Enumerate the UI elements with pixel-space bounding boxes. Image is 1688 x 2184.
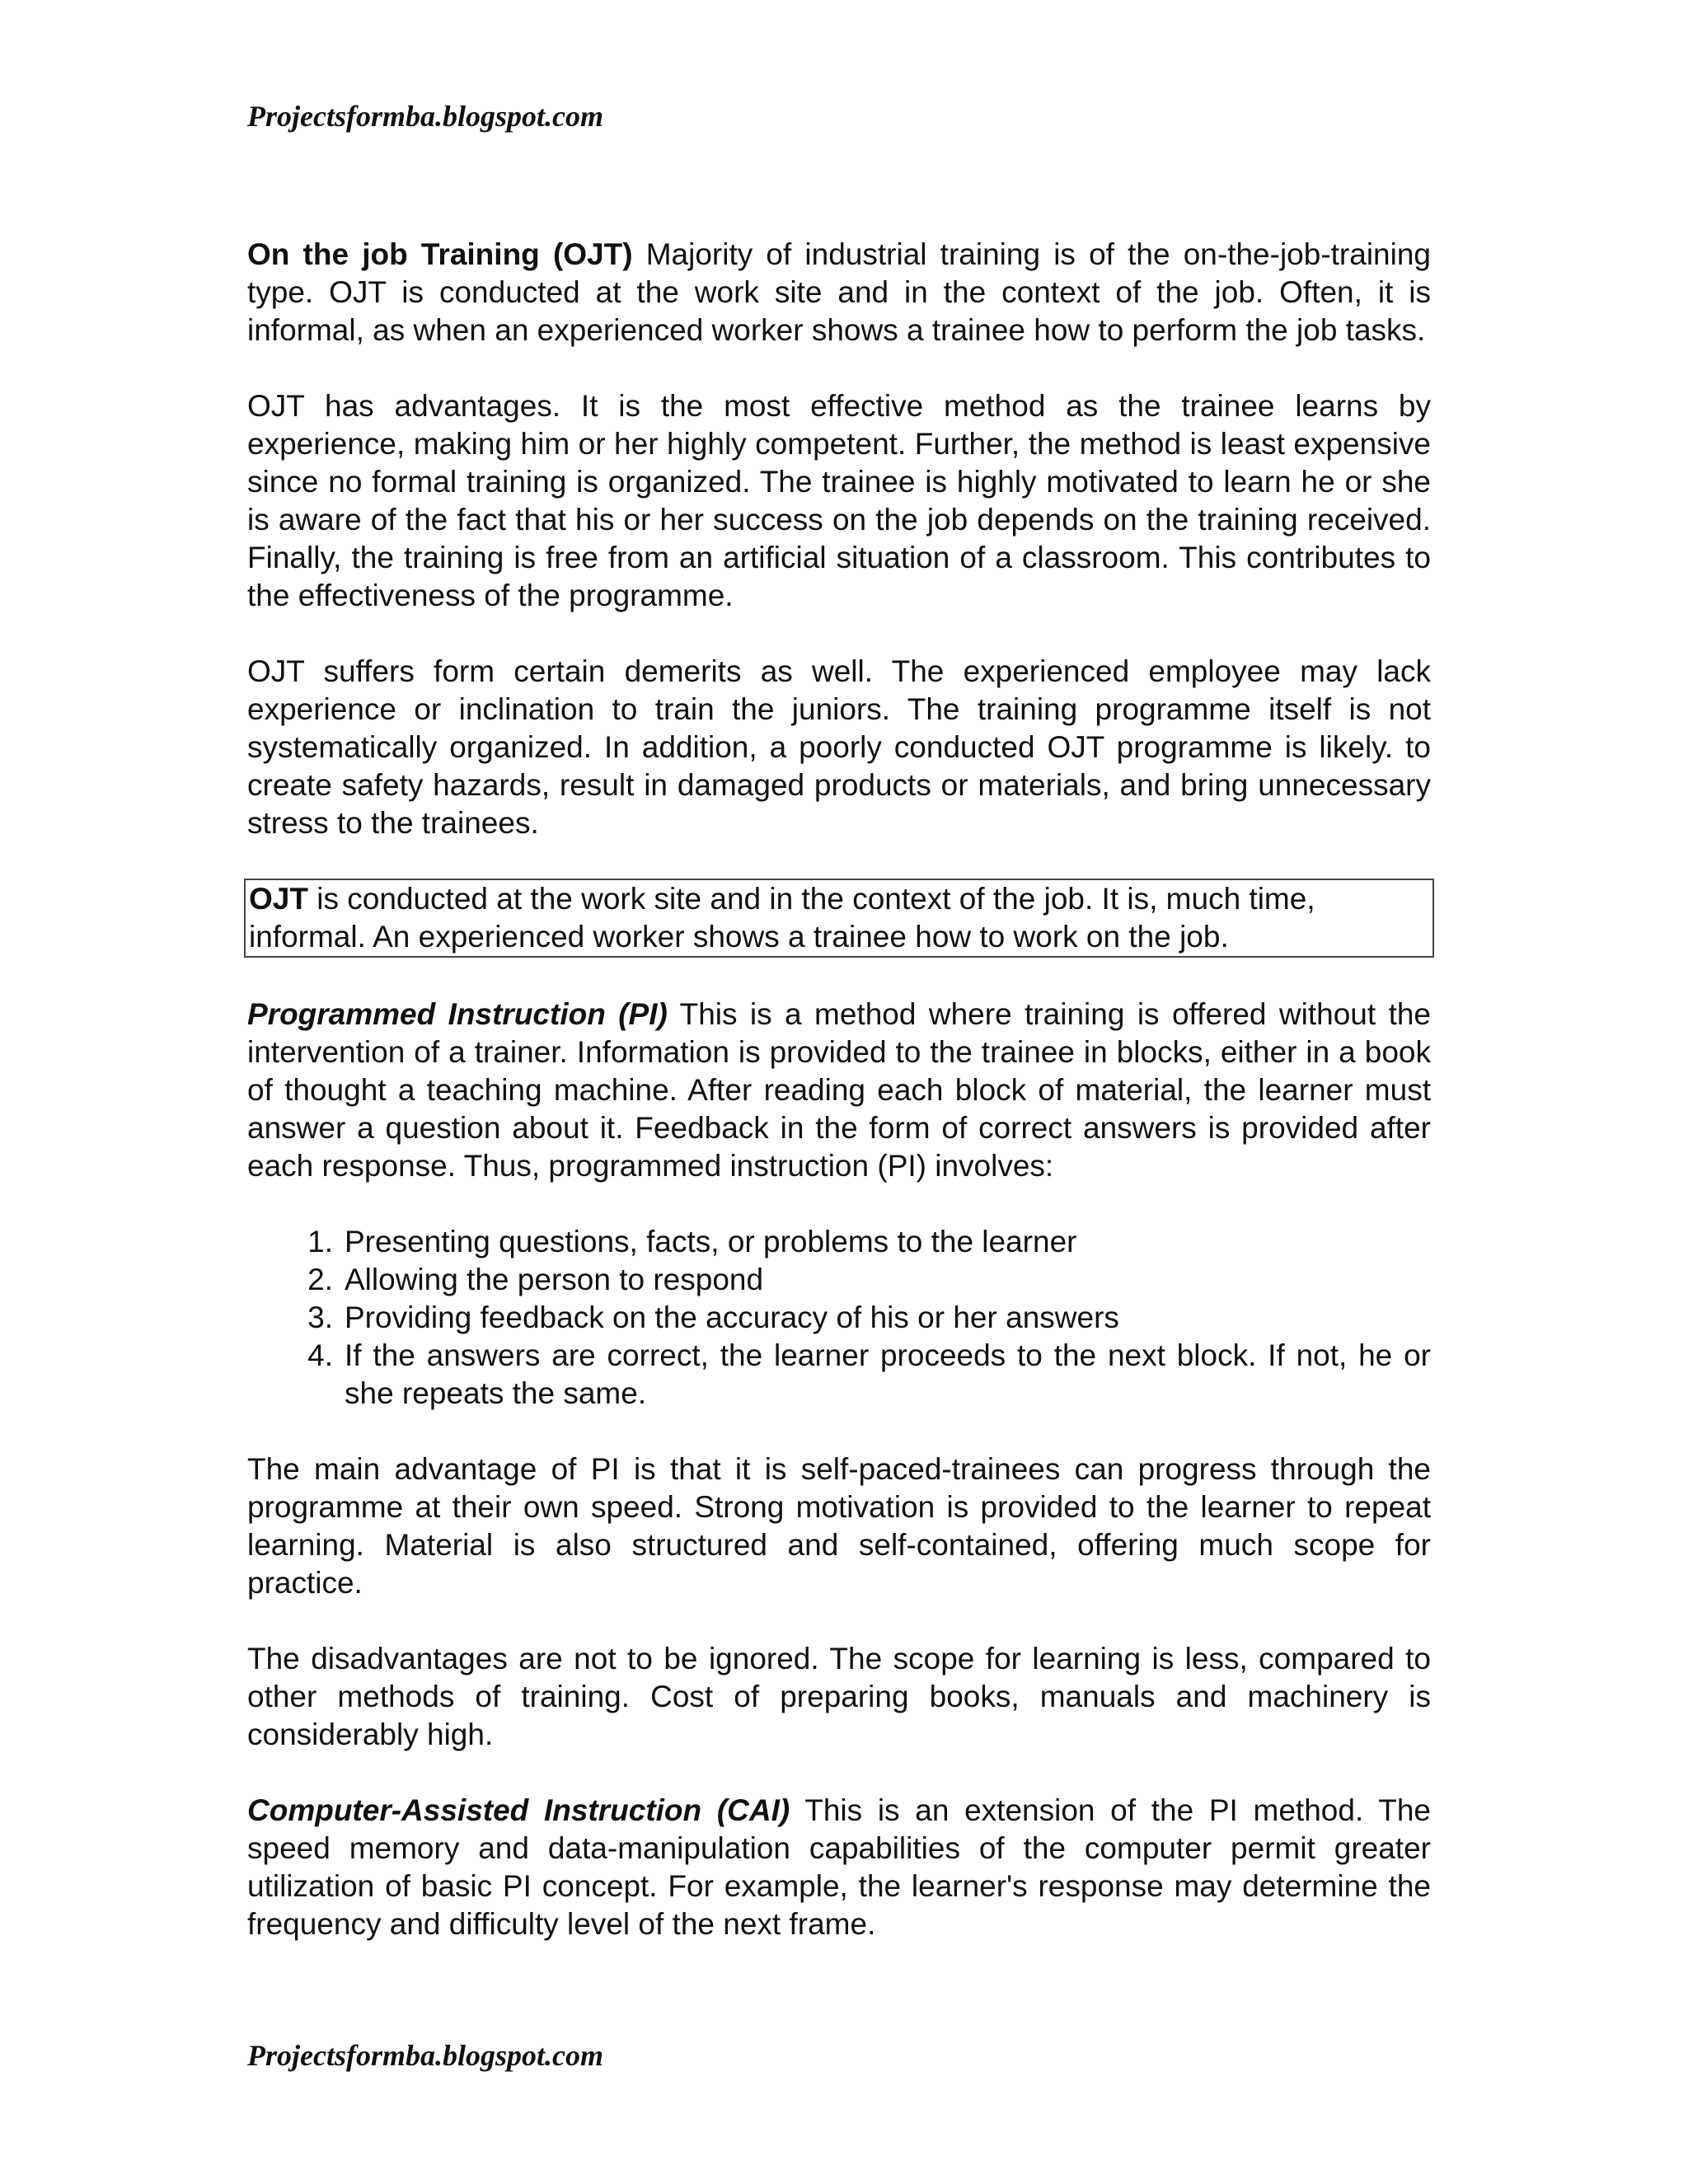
header-site-link[interactable]: Projectsformba.blogspot.com xyxy=(247,100,603,133)
list-item xyxy=(247,1299,1431,1337)
ojt-demerits-paragraph: OJT suffers form certain demerits as well. The experienced employee may lack experience or inclination to train the juniors. The training programme itself is not systematically organized. In addition, a poorly conducted OJT programme is likely. to create safety hazards, result in damaged products or materials, and bring unnecessary stress to the trainees. xyxy=(247,654,1431,840)
ojt-intro-text: Majority of industrial training is of the on-the-job-training type. OJT is conducted at the work site and in the context of the job. Often, it is informal, as when an experienced worker shows a trainee how to perform the job tasks. xyxy=(247,237,1431,347)
list-item xyxy=(247,1223,1431,1261)
ojt-heading: On the job Training (OJT) xyxy=(247,237,633,271)
list-item-number: 4. xyxy=(307,1338,333,1372)
footer-site-link[interactable]: Projectsformba.blogspot.com xyxy=(247,2039,603,2072)
ojt-advantages-paragraph: OJT has advantages. It is the most effective method as the trainee learns by experience, making him or her highly competent. Further, the method is least expensive since no formal training is organized. The trainee is highly motivated to learn he or she is aware of the fact that his or her success on the job depends on the training received. Finally, the training is free from an artificial situation of a classroom. This contributes to the effectiveness of the programme. xyxy=(247,389,1431,612)
pi-heading: Programmed Instruction (PI) xyxy=(247,997,668,1031)
cai-intro-text: This is an extension of the PI method. The speed memory and data-manipulation capabilities of the computer permit greater utilization of basic PI concept. For example, the learner's response may determine the frequency and difficulty level of the next frame. xyxy=(247,1793,1432,1941)
pi-intro-paragraph xyxy=(247,996,1431,1185)
list-item xyxy=(247,1337,1431,1413)
list-item-number: 2. xyxy=(307,1263,333,1296)
pi-steps-list xyxy=(247,1223,1431,1413)
pi-intro-text: This is a method where training is offered without the intervention of a trainer. Information is provided to the trainee in blocks, either in a book of thought a teaching machine. After reading each block of material, the learner must answer a question about it. Feedback in the form of correct answers is provided after each response. Thus, programmed instruction (PI) involves: xyxy=(247,997,1431,1183)
pi-advantage-paragraph: The main advantage of PI is that it is self-paced-trainees can progress through the programme at their own speed. Strong motivation is provided to the learner to repeat learning. Material is also structured and self-contained, offering much scope for practice. xyxy=(247,1452,1431,1600)
ojt-summary-text: is conducted at the work site and in the context of the job. It is, much time, informal. An experienced worker shows a trainee how to work on the job. xyxy=(249,882,1315,954)
list-item-number: 3. xyxy=(307,1301,333,1334)
document-body xyxy=(247,236,1431,1981)
ojt-intro-paragraph xyxy=(247,236,1431,349)
cai-paragraph xyxy=(247,1792,1431,1943)
list-item xyxy=(247,1261,1431,1299)
ojt-summary-box xyxy=(244,879,1434,958)
list-item-text: Providing feedback on the accuracy of his or her answers xyxy=(345,1301,1119,1334)
ojt-summary-bold: OJT xyxy=(249,882,308,916)
list-item-number: 1. xyxy=(307,1225,333,1258)
list-item-text: If the answers are correct, the learner proceeds to the next block. If not, he or she repeats the same. xyxy=(345,1338,1431,1410)
pi-disadvantages-paragraph: The disadvantages are not to be ignored. The scope for learning is less, compared to other methods of training. Cost of preparing books, manuals and machinery is considerably high. xyxy=(247,1642,1431,1751)
list-item-text: Presenting questions, facts, or problems to the learner xyxy=(345,1225,1077,1258)
cai-heading: Computer-Assisted Instruction (CAI) xyxy=(247,1793,790,1827)
list-item-text: Allowing the person to respond xyxy=(345,1263,764,1296)
